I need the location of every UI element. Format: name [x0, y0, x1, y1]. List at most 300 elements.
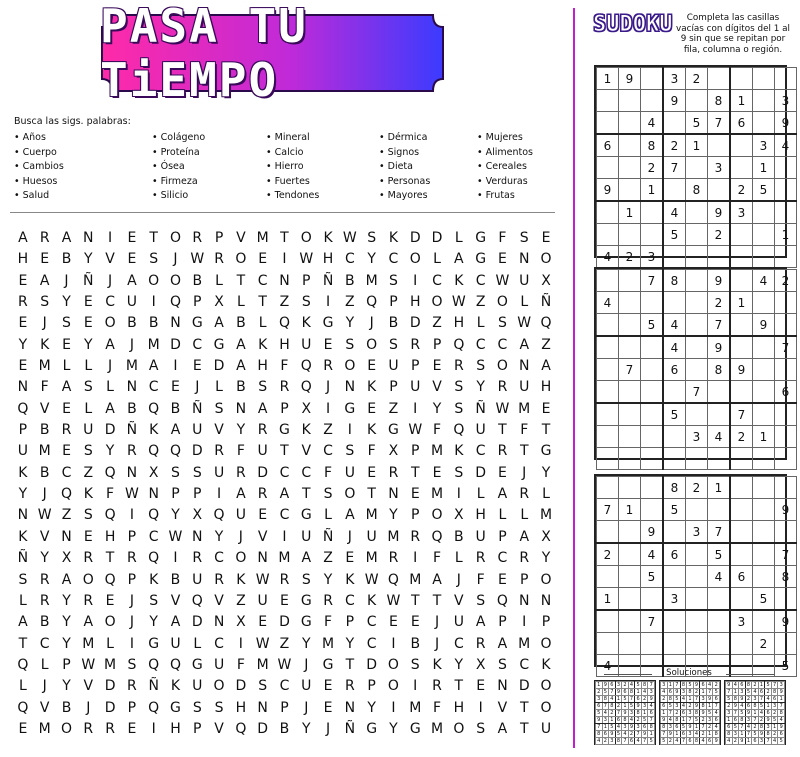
- grid-letter[interactable]: A: [148, 358, 159, 375]
- sudoku-cell[interactable]: [686, 336, 708, 359]
- grid-letter[interactable]: K: [454, 272, 464, 289]
- sudoku-cell[interactable]: 9: [775, 499, 797, 521]
- grid-letter[interactable]: S: [62, 315, 71, 332]
- grid-letter[interactable]: Z: [279, 635, 290, 652]
- grid-letter[interactable]: D: [104, 699, 116, 716]
- grid-letter[interactable]: B: [127, 400, 137, 417]
- grid-letter[interactable]: K: [367, 379, 377, 396]
- grid-letter[interactable]: M: [409, 699, 422, 716]
- grid-letter[interactable]: B: [127, 315, 137, 332]
- grid-letter[interactable]: M: [322, 635, 335, 652]
- sudoku-cell[interactable]: [686, 314, 708, 337]
- grid-letter[interactable]: I: [391, 699, 396, 716]
- sudoku-cell[interactable]: [775, 201, 797, 224]
- grid-letter[interactable]: S: [83, 507, 93, 524]
- sudoku-cell[interactable]: [619, 179, 641, 202]
- grid-letter[interactable]: G: [322, 315, 334, 332]
- grid-letter[interactable]: Y: [84, 251, 93, 268]
- grid-letter[interactable]: P: [214, 230, 224, 246]
- grid-letter[interactable]: C: [453, 635, 464, 652]
- grid-letter[interactable]: N: [148, 486, 159, 503]
- grid-letter[interactable]: M: [38, 720, 51, 737]
- grid-letter[interactable]: O: [300, 230, 312, 246]
- sudoku-cell[interactable]: 5: [775, 655, 797, 677]
- sudoku-cell[interactable]: 8: [708, 90, 731, 112]
- sudoku-cell[interactable]: [641, 633, 664, 655]
- sudoku-cell[interactable]: 2: [730, 179, 753, 202]
- sudoku-cell[interactable]: [753, 499, 775, 521]
- grid-letter[interactable]: Y: [18, 486, 28, 503]
- grid-letter[interactable]: S: [367, 230, 377, 246]
- sudoku-cell[interactable]: 2: [686, 477, 708, 499]
- sudoku-cell[interactable]: 3: [775, 90, 797, 112]
- grid-letter[interactable]: G: [213, 336, 225, 353]
- grid-letter[interactable]: R: [236, 464, 246, 481]
- sudoku-cell[interactable]: 7: [663, 157, 686, 179]
- grid-letter[interactable]: I: [413, 678, 418, 695]
- sudoku-cell[interactable]: 2: [753, 633, 775, 655]
- grid-letter[interactable]: A: [214, 315, 224, 332]
- grid-letter[interactable]: I: [173, 550, 178, 567]
- grid-letter[interactable]: M: [539, 507, 553, 524]
- grid-letter[interactable]: C: [323, 443, 333, 460]
- grid-letter[interactable]: G: [191, 315, 203, 332]
- grid-letter[interactable]: W: [277, 656, 292, 673]
- sudoku-cell[interactable]: [775, 588, 797, 611]
- grid-letter[interactable]: C: [279, 507, 290, 524]
- grid-letter[interactable]: P: [411, 358, 420, 375]
- grid-letter[interactable]: F: [324, 614, 333, 631]
- sudoku-cell[interactable]: [619, 270, 641, 292]
- grid-letter[interactable]: X: [541, 272, 551, 289]
- sudoku-cell[interactable]: [663, 112, 686, 135]
- grid-letter[interactable]: R: [18, 294, 28, 311]
- sudoku-cell[interactable]: [730, 336, 753, 359]
- grid-letter[interactable]: T: [519, 443, 529, 460]
- grid-letter[interactable]: O: [60, 720, 72, 737]
- grid-letter[interactable]: U: [540, 720, 552, 737]
- grid-letter[interactable]: H: [279, 336, 290, 353]
- grid-letter[interactable]: A: [257, 400, 268, 417]
- grid-letter[interactable]: K: [454, 443, 464, 460]
- grid-letter[interactable]: Q: [169, 294, 181, 311]
- grid-letter[interactable]: J: [129, 592, 134, 609]
- grid-letter[interactable]: R: [39, 592, 50, 609]
- sudoku-cell[interactable]: [730, 314, 753, 337]
- grid-letter[interactable]: Y: [40, 550, 49, 567]
- grid-letter[interactable]: J: [108, 358, 113, 375]
- grid-letter[interactable]: Y: [541, 464, 551, 481]
- grid-letter[interactable]: Q: [366, 294, 378, 311]
- sudoku-cell[interactable]: 1: [619, 499, 641, 521]
- grid-letter[interactable]: K: [301, 315, 311, 332]
- grid-letter[interactable]: I: [391, 635, 396, 652]
- sudoku-cell[interactable]: [641, 403, 664, 426]
- grid-letter[interactable]: I: [478, 699, 483, 716]
- grid-letter[interactable]: X: [541, 528, 551, 545]
- grid-letter[interactable]: G: [170, 699, 181, 716]
- grid-letter[interactable]: Q: [17, 400, 29, 417]
- grid-letter[interactable]: O: [169, 272, 181, 289]
- sudoku-cell[interactable]: [641, 336, 664, 359]
- grid-letter[interactable]: S: [476, 358, 486, 375]
- sudoku-cell[interactable]: 4: [663, 314, 686, 337]
- grid-letter[interactable]: I: [151, 294, 156, 311]
- grid-letter[interactable]: Y: [323, 571, 333, 588]
- grid-letter[interactable]: I: [151, 720, 156, 737]
- sudoku-cell[interactable]: [753, 90, 775, 112]
- grid-letter[interactable]: V: [257, 528, 268, 545]
- sudoku-cell[interactable]: 9: [775, 112, 797, 135]
- grid-letter[interactable]: D: [475, 464, 487, 481]
- sudoku-cell[interactable]: [708, 179, 731, 202]
- sudoku-cell[interactable]: 1: [730, 292, 753, 314]
- grid-letter[interactable]: J: [42, 678, 47, 695]
- sudoku-cell[interactable]: 6: [663, 543, 686, 566]
- grid-letter[interactable]: L: [520, 294, 529, 311]
- sudoku-cell[interactable]: [730, 157, 753, 179]
- sudoku-cell[interactable]: [597, 359, 619, 381]
- grid-letter[interactable]: B: [410, 635, 421, 652]
- grid-letter[interactable]: R: [127, 550, 137, 567]
- sudoku-cell[interactable]: 3: [730, 610, 753, 633]
- grid-letter[interactable]: R: [279, 379, 290, 396]
- sudoku-cell[interactable]: [708, 588, 731, 611]
- grid-letter[interactable]: G: [366, 720, 378, 737]
- grid-letter[interactable]: W: [408, 422, 423, 439]
- grid-letter[interactable]: C: [388, 251, 399, 268]
- sudoku-cell[interactable]: [641, 201, 664, 224]
- sudoku-cell[interactable]: [686, 633, 708, 655]
- grid-letter[interactable]: O: [540, 635, 552, 652]
- grid-letter[interactable]: O: [496, 294, 508, 311]
- grid-letter[interactable]: P: [411, 507, 420, 524]
- grid-letter[interactable]: K: [170, 678, 181, 695]
- sudoku-cell[interactable]: 3: [663, 588, 686, 611]
- sudoku-cell[interactable]: [775, 359, 797, 381]
- grid-letter[interactable]: E: [62, 443, 71, 460]
- grid-letter[interactable]: W: [342, 230, 357, 246]
- grid-letter[interactable]: U: [192, 571, 203, 588]
- grid-letter[interactable]: B: [39, 614, 50, 631]
- grid-letter[interactable]: M: [147, 336, 160, 353]
- grid-letter[interactable]: I: [413, 400, 418, 417]
- grid-letter[interactable]: Z: [541, 336, 551, 353]
- sudoku-cell[interactable]: 2: [708, 224, 731, 246]
- grid-letter[interactable]: Ñ: [322, 272, 334, 289]
- grid-letter[interactable]: J: [108, 272, 113, 289]
- grid-letter[interactable]: U: [192, 422, 203, 439]
- grid-letter[interactable]: P: [367, 678, 376, 695]
- grid-letter[interactable]: V: [170, 592, 181, 609]
- grid-letter[interactable]: Z: [279, 294, 290, 311]
- grid-letter[interactable]: R: [519, 486, 530, 503]
- grid-letter[interactable]: Q: [453, 422, 465, 439]
- sudoku-cell[interactable]: 9: [708, 201, 731, 224]
- sudoku-cell[interactable]: [619, 566, 641, 588]
- sudoku-cell[interactable]: [663, 633, 686, 655]
- grid-letter[interactable]: O: [235, 550, 247, 567]
- grid-letter[interactable]: E: [18, 315, 28, 332]
- sudoku-cell[interactable]: [641, 426, 664, 448]
- grid-letter[interactable]: T: [149, 230, 158, 246]
- sudoku-cell[interactable]: 9: [641, 521, 664, 544]
- sudoku-cell[interactable]: [753, 381, 775, 404]
- sudoku-cell[interactable]: 7: [619, 359, 641, 381]
- sudoku-cell[interactable]: [619, 588, 641, 611]
- grid-letter[interactable]: O: [387, 656, 399, 673]
- grid-letter[interactable]: Y: [149, 614, 158, 631]
- grid-letter[interactable]: J: [304, 656, 309, 673]
- grid-letter[interactable]: U: [366, 528, 377, 545]
- sudoku-cell[interactable]: [775, 314, 797, 337]
- grid-letter[interactable]: S: [345, 443, 355, 460]
- sudoku-cell[interactable]: [708, 633, 731, 655]
- grid-letter[interactable]: E: [345, 550, 355, 567]
- sudoku-cell[interactable]: [686, 246, 708, 268]
- grid-letter[interactable]: F: [106, 486, 115, 503]
- grid-letter[interactable]: T: [258, 294, 267, 311]
- grid-letter[interactable]: N: [257, 699, 268, 716]
- grid-letter[interactable]: T: [301, 486, 311, 503]
- sudoku-cell[interactable]: [641, 292, 664, 314]
- grid-letter[interactable]: L: [18, 678, 27, 695]
- grid-letter[interactable]: A: [301, 550, 312, 567]
- sudoku-cell[interactable]: [730, 134, 753, 157]
- grid-letter[interactable]: I: [217, 486, 222, 503]
- sudoku-cell[interactable]: 2: [730, 426, 753, 448]
- grid-letter[interactable]: W: [190, 251, 205, 268]
- grid-letter[interactable]: L: [236, 294, 245, 311]
- grid-letter[interactable]: I: [522, 614, 527, 631]
- grid-letter[interactable]: U: [301, 336, 312, 353]
- sudoku-cell[interactable]: [597, 477, 619, 499]
- sudoku-cell[interactable]: [753, 201, 775, 224]
- grid-letter[interactable]: P: [193, 720, 202, 737]
- sudoku-cell[interactable]: 5: [641, 566, 664, 588]
- sudoku-cell[interactable]: 8: [663, 477, 686, 499]
- sudoku-cell[interactable]: [663, 566, 686, 588]
- grid-letter[interactable]: X: [454, 507, 464, 524]
- grid-letter[interactable]: P: [127, 699, 137, 716]
- sudoku-cell[interactable]: [641, 588, 664, 611]
- grid-letter[interactable]: M: [430, 486, 444, 503]
- grid-letter[interactable]: D: [104, 678, 116, 695]
- grid-letter[interactable]: Y: [389, 720, 398, 737]
- grid-letter[interactable]: H: [104, 528, 116, 545]
- grid-letter[interactable]: L: [454, 230, 463, 246]
- sudoku-cell[interactable]: [619, 448, 641, 470]
- grid-letter[interactable]: V: [214, 720, 224, 737]
- sudoku-cell[interactable]: [730, 633, 753, 655]
- grid-letter[interactable]: R: [519, 550, 530, 567]
- grid-letter[interactable]: H: [322, 251, 334, 268]
- grid-letter[interactable]: M: [125, 358, 138, 375]
- grid-letter[interactable]: Q: [191, 592, 203, 609]
- sudoku-cell[interactable]: 5: [641, 314, 664, 337]
- grid-letter[interactable]: W: [517, 315, 532, 332]
- sudoku-cell[interactable]: [619, 477, 641, 499]
- grid-letter[interactable]: F: [324, 464, 333, 481]
- sudoku-cell[interactable]: [775, 157, 797, 179]
- grid-letter[interactable]: F: [433, 422, 442, 439]
- grid-letter[interactable]: R: [410, 336, 421, 353]
- sudoku-cell[interactable]: [708, 68, 731, 90]
- grid-letter[interactable]: I: [413, 272, 418, 289]
- grid-letter[interactable]: R: [192, 230, 203, 246]
- grid-letter[interactable]: U: [83, 422, 94, 439]
- grid-letter[interactable]: F: [476, 571, 485, 588]
- grid-letter[interactable]: C: [214, 550, 224, 567]
- grid-letter[interactable]: F: [367, 443, 376, 460]
- grid-letter[interactable]: T: [498, 422, 507, 439]
- grid-letter[interactable]: N: [540, 592, 552, 609]
- grid-letter[interactable]: K: [541, 656, 551, 673]
- grid-letter[interactable]: A: [18, 230, 28, 246]
- grid-letter[interactable]: Y: [236, 422, 246, 439]
- grid-letter[interactable]: K: [367, 422, 377, 439]
- grid-letter[interactable]: G: [540, 443, 552, 460]
- grid-letter[interactable]: E: [40, 251, 50, 268]
- grid-letter[interactable]: S: [389, 272, 398, 289]
- grid-letter[interactable]: J: [304, 699, 309, 716]
- sudoku-cell[interactable]: [597, 201, 619, 224]
- sudoku-cell[interactable]: 1: [708, 477, 731, 499]
- sudoku-cell[interactable]: 1: [730, 90, 753, 112]
- grid-letter[interactable]: U: [192, 678, 203, 695]
- grid-letter[interactable]: R: [388, 550, 399, 567]
- grid-letter[interactable]: R: [39, 230, 50, 246]
- sudoku-cell[interactable]: 7: [686, 381, 708, 404]
- grid-letter[interactable]: J: [434, 635, 440, 652]
- grid-letter[interactable]: C: [192, 336, 203, 353]
- grid-letter[interactable]: A: [61, 230, 72, 246]
- grid-letter[interactable]: U: [475, 422, 486, 439]
- grid-letter[interactable]: Ñ: [192, 400, 203, 417]
- grid-letter[interactable]: K: [258, 336, 268, 353]
- sudoku-cell[interactable]: 9: [663, 90, 686, 112]
- sudoku-cell[interactable]: 2: [775, 270, 797, 292]
- grid-letter[interactable]: T: [367, 486, 376, 503]
- sudoku-cell[interactable]: 3: [686, 426, 708, 448]
- grid-letter[interactable]: L: [476, 315, 485, 332]
- grid-letter[interactable]: A: [475, 614, 486, 631]
- grid-letter[interactable]: E: [258, 251, 268, 268]
- grid-letter[interactable]: Q: [300, 379, 312, 396]
- sudoku-cell[interactable]: [686, 201, 708, 224]
- grid-letter[interactable]: T: [410, 464, 420, 481]
- sudoku-cell[interactable]: 7: [597, 499, 619, 521]
- grid-letter[interactable]: J: [129, 614, 134, 631]
- sudoku-cell[interactable]: 7: [775, 336, 797, 359]
- sudoku-cell[interactable]: [753, 68, 775, 90]
- grid-letter[interactable]: Q: [148, 400, 160, 417]
- grid-letter[interactable]: G: [475, 230, 487, 246]
- sudoku-cell[interactable]: [641, 381, 664, 404]
- grid-letter[interactable]: M: [104, 656, 117, 673]
- grid-letter[interactable]: C: [39, 635, 50, 652]
- grid-letter[interactable]: A: [170, 422, 181, 439]
- grid-letter[interactable]: M: [256, 230, 269, 246]
- grid-letter[interactable]: Q: [235, 720, 247, 737]
- grid-letter[interactable]: Z: [345, 294, 355, 311]
- grid-letter[interactable]: E: [83, 528, 93, 545]
- sudoku-cell[interactable]: [730, 68, 753, 90]
- sudoku-cell[interactable]: [775, 179, 797, 202]
- grid-letter[interactable]: Q: [60, 486, 72, 503]
- grid-letter[interactable]: R: [257, 486, 268, 503]
- grid-letter[interactable]: R: [279, 571, 290, 588]
- sudoku-cell[interactable]: 4: [753, 270, 775, 292]
- grid-letter[interactable]: V: [432, 379, 442, 396]
- grid-letter[interactable]: N: [344, 379, 356, 396]
- sudoku-cell[interactable]: [708, 134, 731, 157]
- grid-letter[interactable]: N: [518, 358, 530, 375]
- grid-letter[interactable]: N: [235, 400, 247, 417]
- grid-letter[interactable]: W: [255, 571, 270, 588]
- grid-letter[interactable]: A: [83, 614, 94, 631]
- grid-letter[interactable]: W: [168, 528, 183, 545]
- grid-letter[interactable]: J: [195, 379, 200, 396]
- grid-letter[interactable]: E: [18, 358, 28, 375]
- grid-letter[interactable]: B: [236, 379, 246, 396]
- sudoku-cell[interactable]: [753, 224, 775, 246]
- grid-letter[interactable]: P: [520, 571, 529, 588]
- grid-letter[interactable]: N: [344, 699, 356, 716]
- sudoku-cell[interactable]: [597, 610, 619, 633]
- sudoku-cell[interactable]: [753, 112, 775, 135]
- sudoku-cell[interactable]: [686, 292, 708, 314]
- sudoku-cell[interactable]: [775, 426, 797, 448]
- sudoku-cell[interactable]: 4: [597, 655, 619, 677]
- grid-letter[interactable]: E: [258, 614, 268, 631]
- grid-letter[interactable]: S: [258, 678, 268, 695]
- grid-letter[interactable]: U: [213, 656, 225, 673]
- grid-letter[interactable]: C: [148, 379, 159, 396]
- grid-letter[interactable]: E: [171, 379, 180, 396]
- grid-letter[interactable]: P: [389, 294, 398, 311]
- grid-letter[interactable]: Z: [61, 507, 72, 524]
- grid-letter[interactable]: N: [192, 528, 203, 545]
- grid-letter[interactable]: K: [432, 656, 442, 673]
- grid-letter[interactable]: P: [62, 656, 71, 673]
- grid-letter[interactable]: C: [497, 336, 508, 353]
- grid-letter[interactable]: P: [498, 614, 507, 631]
- grid-letter[interactable]: I: [108, 230, 113, 246]
- grid-letter[interactable]: E: [18, 720, 28, 737]
- grid-letter[interactable]: V: [39, 528, 50, 545]
- grid-letter[interactable]: Q: [148, 699, 160, 716]
- sudoku-cell[interactable]: [663, 448, 686, 470]
- grid-letter[interactable]: C: [344, 592, 355, 609]
- grid-letter[interactable]: N: [497, 678, 508, 695]
- grid-letter[interactable]: T: [18, 635, 28, 652]
- grid-letter[interactable]: C: [257, 272, 268, 289]
- grid-letter[interactable]: N: [83, 230, 94, 246]
- grid-letter[interactable]: J: [173, 251, 178, 268]
- grid-letter[interactable]: C: [148, 528, 159, 545]
- sudoku-cell[interactable]: [663, 521, 686, 544]
- grid-letter[interactable]: J: [522, 464, 527, 481]
- grid-letter[interactable]: E: [18, 272, 28, 289]
- sudoku-cell[interactable]: [753, 610, 775, 633]
- sudoku-cell[interactable]: [619, 90, 641, 112]
- grid-letter[interactable]: S: [149, 592, 159, 609]
- grid-letter[interactable]: E: [127, 720, 137, 737]
- grid-letter[interactable]: S: [83, 443, 93, 460]
- grid-letter[interactable]: Z: [475, 294, 486, 311]
- sudoku-cell[interactable]: [686, 543, 708, 566]
